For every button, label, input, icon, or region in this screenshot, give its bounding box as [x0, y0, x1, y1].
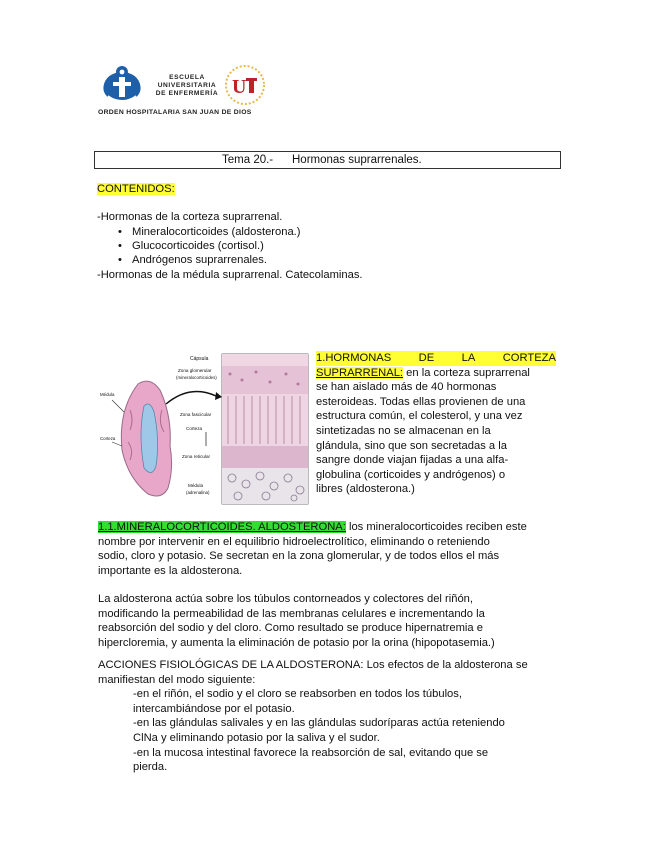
- contents-line-medulla: -Hormonas de la médula suprarrenal. Catecolaminas.: [97, 269, 363, 281]
- label-cortex: Corteza: [186, 426, 203, 431]
- label-medula-sub: (adrenalina): [186, 490, 210, 495]
- paragraph-text: reabsorción del sodio y del cloro. Como resultado se produce hipernatremia e: [98, 622, 483, 635]
- section-acciones: [98, 658, 556, 775]
- list-item: -en la mucosa intestinal favorece la reabsorción de sal, evitando que se: [133, 746, 489, 759]
- university-seal-icon: [224, 64, 266, 106]
- label-medula: Médula: [188, 483, 204, 488]
- list-item: • Glucocorticoides (cortisol.): [118, 239, 301, 253]
- order-name: ORDEN HOSPITALARIA SAN JUAN DE DIOS: [98, 109, 252, 116]
- section1-text: glándula, sino que son secretadas a la: [316, 439, 507, 452]
- acciones-line2: manifiestan del modo siguiente:: [98, 673, 256, 686]
- list-item: intercambiándose por el potasio.: [133, 702, 295, 715]
- section1-text: esteroideas. Todas ellas provienen de una: [316, 395, 526, 408]
- label-capsula: Cápsula: [190, 356, 209, 362]
- section11-text: sodio, cloro y potasio. Se secretan en la zona glomerular, y de todos ellos el más: [98, 550, 500, 563]
- adrenal-figure: [100, 350, 312, 508]
- paragraph-text: La aldosterona actúa sobre los túbulos contorneados y colectores del riñón,: [98, 593, 474, 605]
- label-left-medula: Médula: [100, 392, 115, 397]
- topic-number: Tema 20.-: [222, 154, 274, 166]
- section1-text: sangre donde viajan fijadas a una alfa-: [316, 454, 509, 467]
- school-name: ESCUELA UNIVERSITARIA DE ENFERMERÍA: [155, 74, 219, 97]
- section1-text: se han aislado más de 40 hormonas: [316, 381, 497, 394]
- section1-text: globulina (corticoides y andrógenos) o: [316, 468, 506, 481]
- section1-line2: SUPRARRENAL: en la corteza suprarrenal: [316, 366, 530, 379]
- section1-text: estructura común, el colesterol, y una vez: [316, 410, 523, 423]
- contents-bullets: [118, 225, 301, 267]
- section1: [316, 351, 556, 497]
- label-reticular: Zona reticular: [182, 454, 211, 459]
- section11-line1: 1.1.MINERALOCORTICOIDES. ALDOSTERONA: los mineralocorticoides reciben este: [98, 521, 527, 533]
- acciones-line1: ACCIONES FISIOLÓGICAS DE LA ALDOSTERONA: Los efectos de la aldosterona se: [98, 659, 528, 671]
- paragraph-text: modificando la permeabilidad de las membranas celulares e incrementando la: [98, 607, 485, 620]
- topic-title: Hormonas suprarrenales.: [292, 154, 422, 166]
- section1-heading-line1: 1.HORMONAS DE LA CORTEZA: [316, 352, 556, 364]
- contents-line-cortex: -Hormonas de la corteza suprarrenal.: [97, 211, 283, 223]
- section1-text: libres (aldosterona.): [316, 483, 415, 496]
- title-box: [94, 151, 561, 169]
- paragraph-text: hipercloremia, y aumenta la eliminación de potasio por la orina (hipopotasemia.): [98, 636, 495, 649]
- section11-text: nombre por intervenir en el equilibrio hidroelectrolítico, eliminando o reteniendo: [98, 535, 490, 548]
- contents-heading: CONTENIDOS:: [97, 183, 175, 195]
- list-item: -en el riñón, el sodio y el cloro se reabsorben en todos los túbulos,: [133, 688, 462, 701]
- label-left-corteza: Corteza: [100, 436, 116, 441]
- list-item: -en las glándulas salivales y en las glándulas sudoríparas actúa reteniendo: [133, 717, 505, 730]
- section-mineralocorticoides: [98, 520, 556, 578]
- section1-text: sintetizadas no se almacenan en la: [316, 424, 491, 437]
- label-fasciculada: Zona fascicular: [180, 412, 212, 417]
- label-glomerular: Zona glomerular: [178, 368, 212, 373]
- header-logos: [98, 62, 278, 122]
- hospital-order-crest-icon: [100, 64, 144, 102]
- list-item: ClNa y eliminando potasio por la saliva y el sudor.: [133, 731, 380, 744]
- list-item: • Mineralocorticoides (aldosterona.): [118, 225, 301, 239]
- acciones-list: [98, 687, 556, 775]
- paragraph-aldosterona: [98, 592, 556, 650]
- adrenal-gland-illustration: [100, 350, 312, 508]
- list-item: • Andrógenos suprarrenales.: [118, 253, 301, 267]
- section11-text: importante es la aldosterona.: [98, 564, 243, 577]
- svg-text:U: U: [232, 76, 247, 98]
- list-item: pierda.: [133, 761, 168, 774]
- label-glomerular-sub: (mineralocorticoides): [176, 375, 217, 380]
